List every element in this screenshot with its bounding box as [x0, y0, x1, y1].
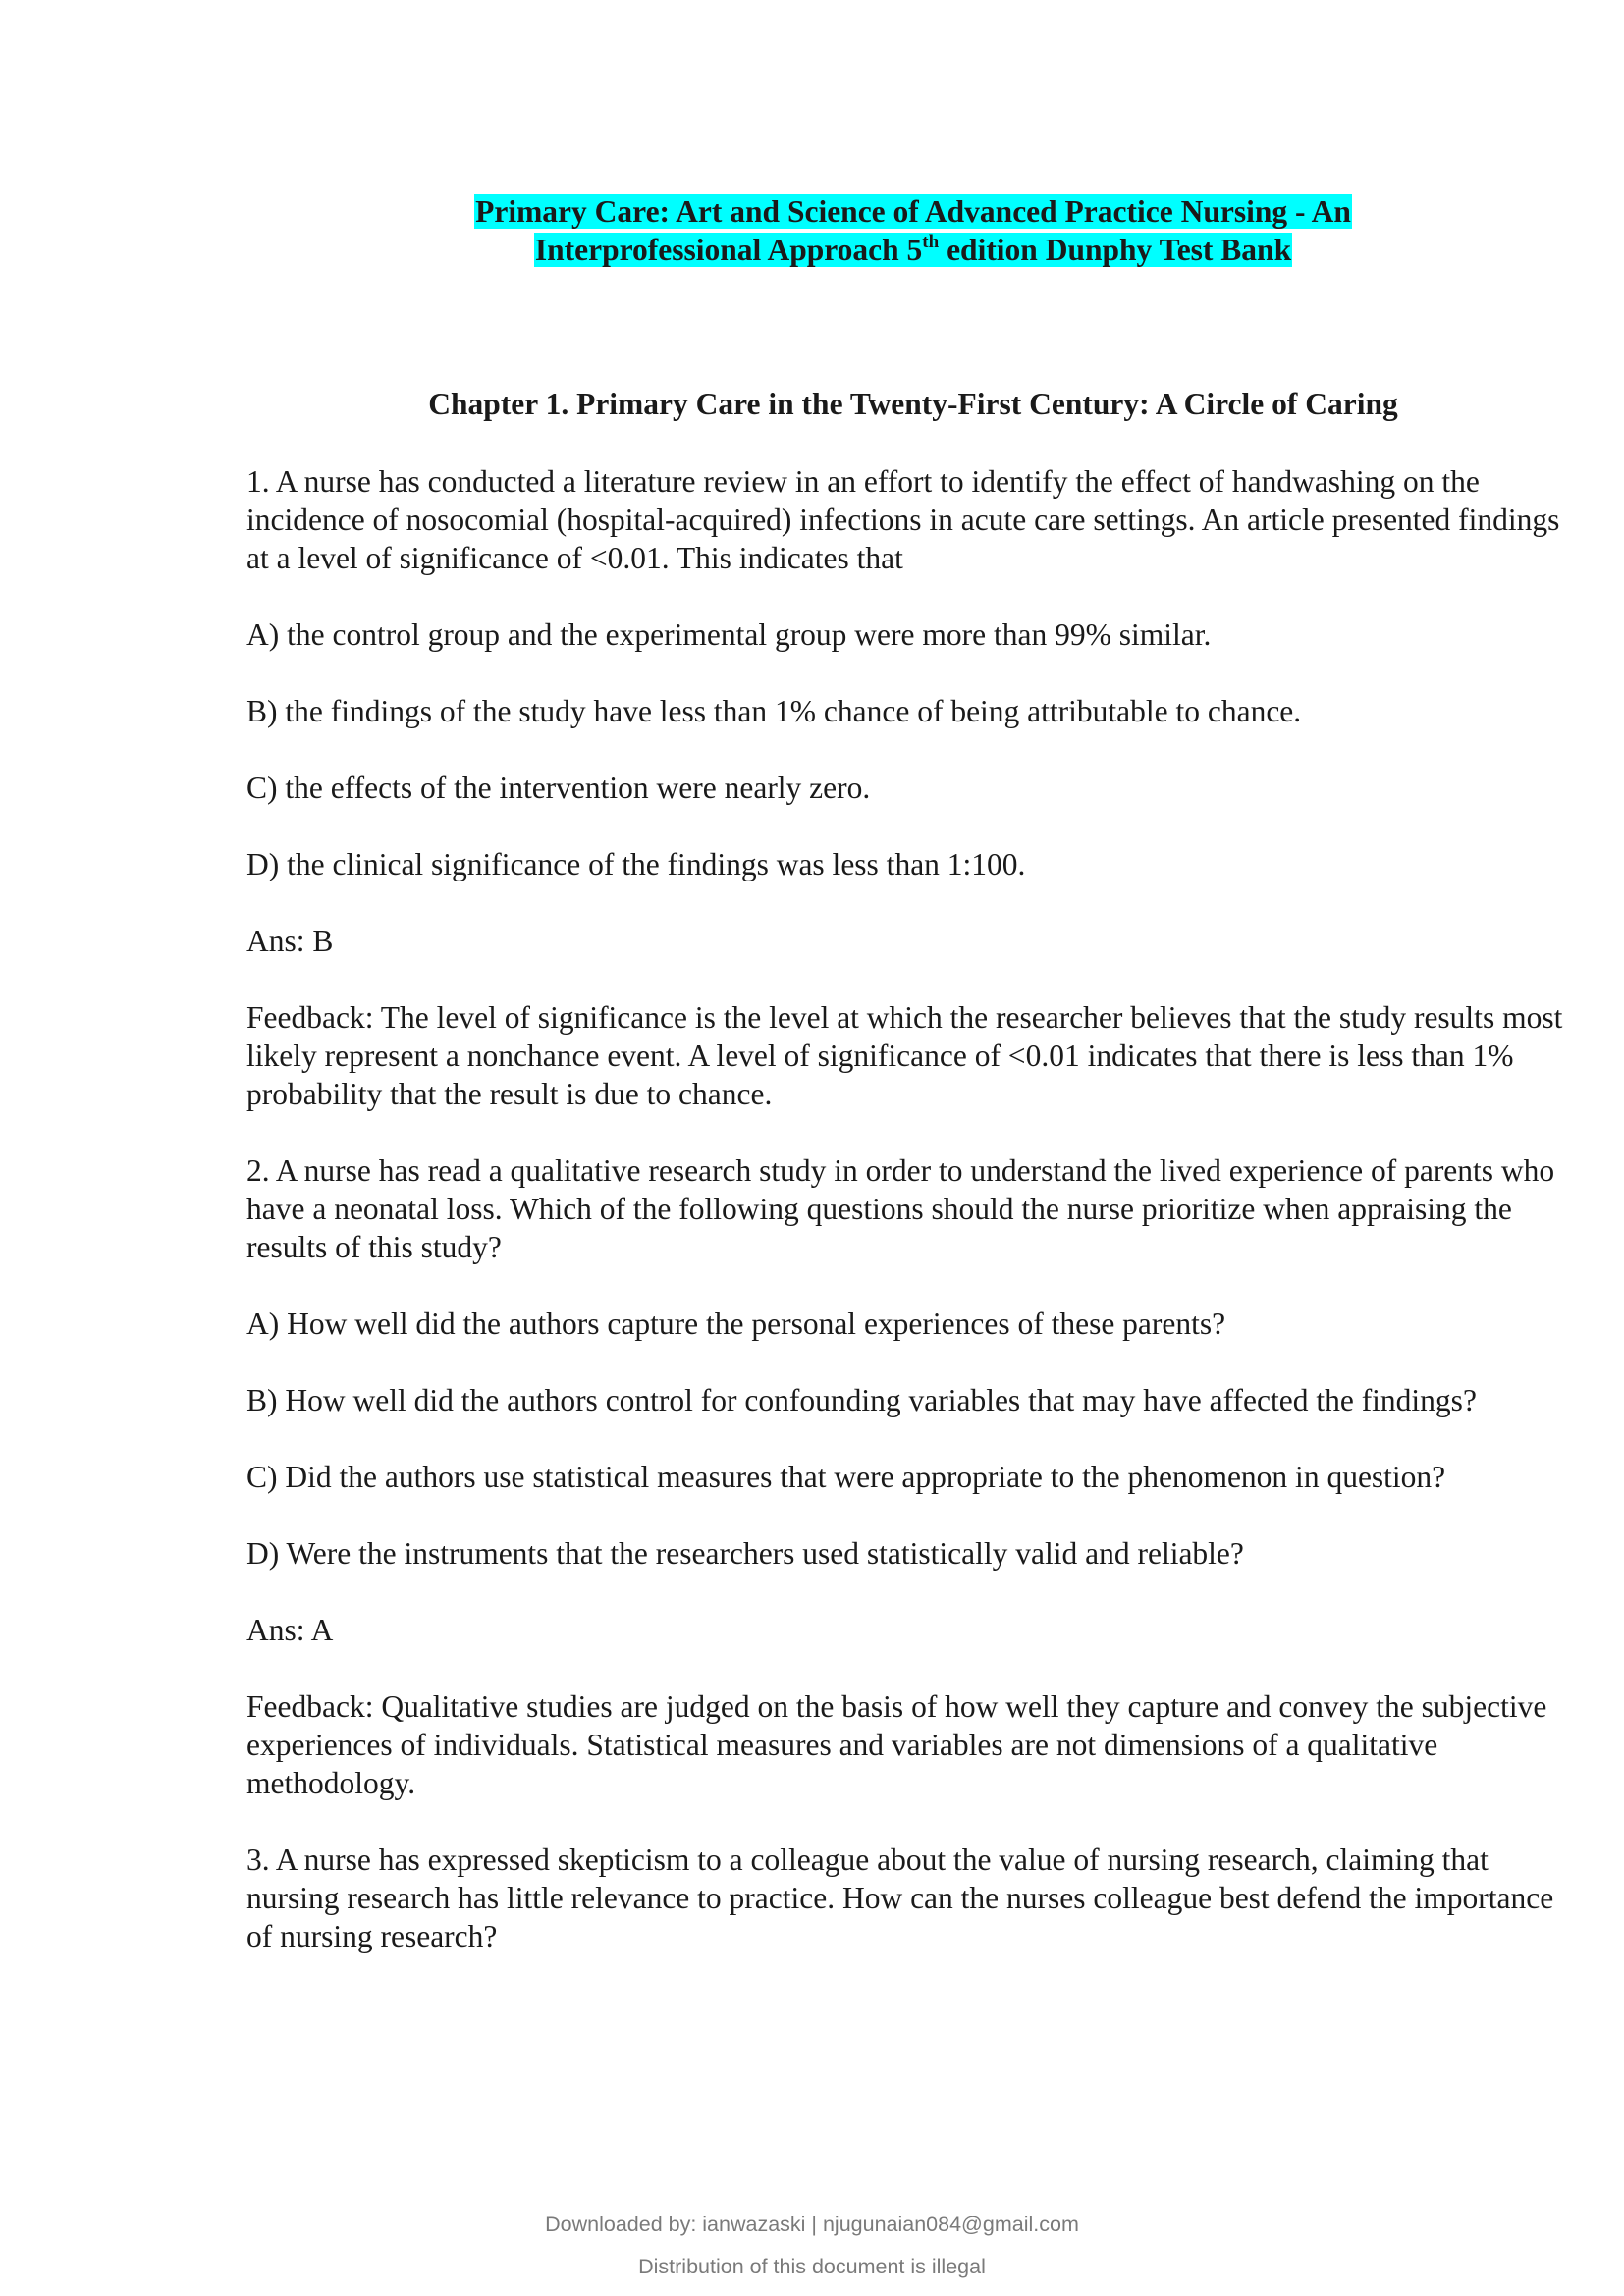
- answer-key: Ans: B: [246, 924, 334, 958]
- answer-option: B) the findings of the study have less than 1% chance of being attributable to chance.: [246, 694, 1302, 728]
- question-stem: 1. A nurse has conducted a literature review in an effort to identify the effect of handwashing on the incidence of nosocomial (hospital-acquired) infections in acute care settings. An article presented findings at a level of significance of <0.01. This indicates that: [246, 464, 1560, 575]
- title-line-2-end: edition Dunphy Test Bank: [939, 233, 1292, 267]
- answer-option: C) Did the authors use statistical measures that were appropriate to the phenomenon in question?: [246, 1460, 1446, 1494]
- question-stem: 2. A nurse has read a qualitative research study in order to understand the lived experience of parents who have a neonatal loss. Which of the following questions should the nurse prioritize when appraising the results of this study?: [246, 1153, 1555, 1264]
- title-line-2-start: Interprofessional Approach 5: [534, 233, 923, 267]
- title-superscript: th: [922, 232, 940, 252]
- question-stem: 3. A nurse has expressed skepticism to a colleague about the value of nursing research, claiming that nursing research has little relevance to practice. How can the nurses colleague best defend the importance of nursing research?: [246, 1842, 1554, 1953]
- answer-option: A) the control group and the experimental group were more than 99% similar.: [246, 617, 1212, 652]
- answer-option: D) the clinical significance of the findings was less than 1:100.: [246, 847, 1026, 881]
- distribution-notice: Distribution of this document is illegal: [638, 2255, 986, 2278]
- answer-option: C) the effects of the intervention were nearly zero.: [246, 771, 871, 805]
- download-notice: Downloaded by: ianwazaski | njugunaian084@gmail.com: [545, 2213, 1079, 2236]
- title-line-2: [534, 233, 1292, 267]
- feedback-text: Feedback: The level of significance is the level at which the researcher believes that the study results most likely represent a nonchance event. A level of significance of <0.01 indicates that there is less than 1% probability that the result is due to chance.: [246, 1000, 1563, 1111]
- chapter-heading: Chapter 1. Primary Care in the Twenty-First Century: A Circle of Caring: [428, 387, 1398, 421]
- feedback-text: Feedback: Qualitative studies are judged on the basis of how well they capture and convey the subjective experiences of individuals. Statistical measures and variables are not dimensions of a qualitative methodology.: [246, 1689, 1547, 1800]
- question-list: [246, 462, 1582, 1955]
- answer-option: B) How well did the authors control for confounding variables that may have affected the findings?: [246, 1383, 1477, 1417]
- answer-option: A) How well did the authors capture the personal experiences of these parents?: [246, 1307, 1226, 1341]
- title-line-1: Primary Care: Art and Science of Advanced Practice Nursing - An: [475, 194, 1351, 229]
- document-title: [0, 192, 1624, 269]
- answer-key: Ans: A: [246, 1613, 334, 1647]
- answer-option: D) Were the instruments that the researchers used statistically valid and reliable?: [246, 1536, 1244, 1571]
